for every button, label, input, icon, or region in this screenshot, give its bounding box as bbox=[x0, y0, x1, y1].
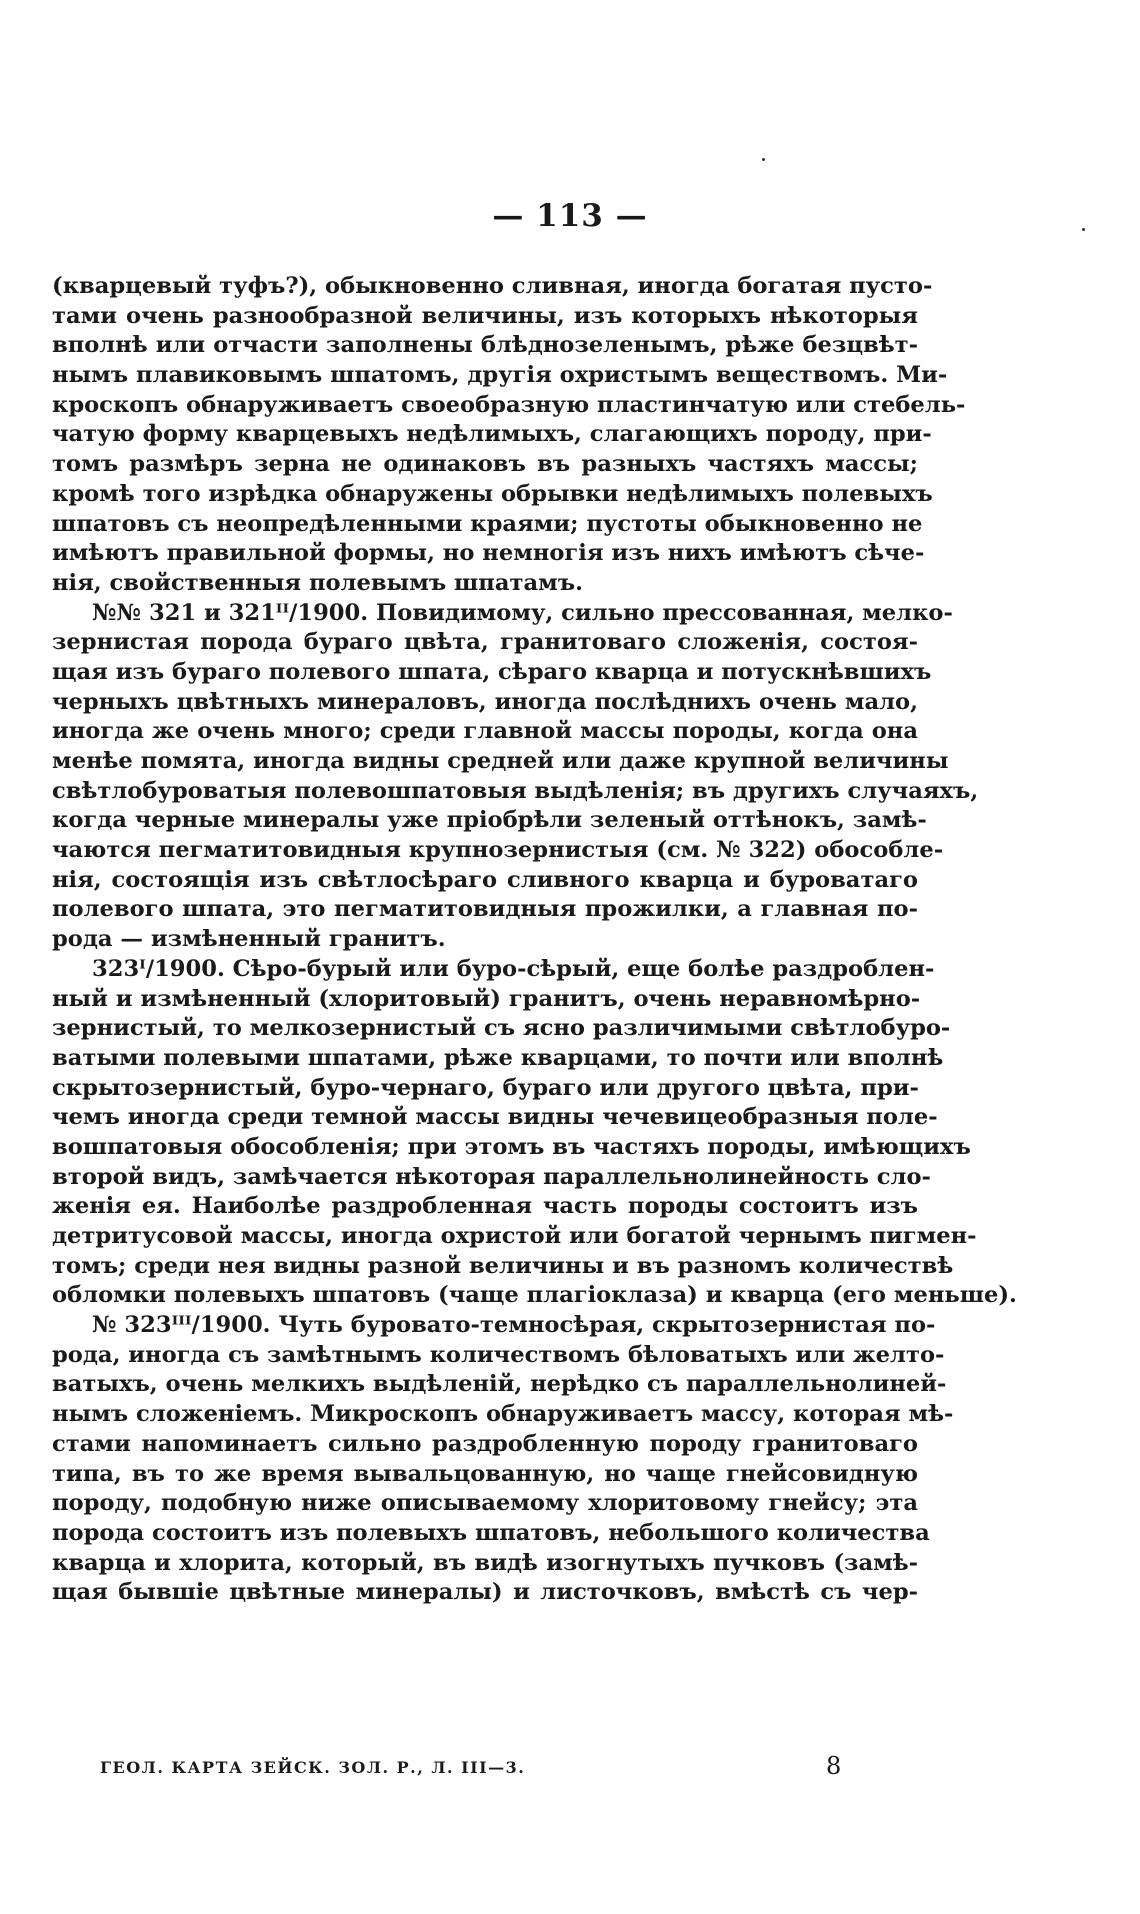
signature-mark: 8 bbox=[826, 1752, 842, 1780]
text-line: № 323ᴵᴵᴵ/1900. Чуть буровато-темносѣрая, скрытозернистая по- bbox=[92, 1312, 936, 1339]
text-line: зернистая порода бураго цвѣта, гранитоваго сложенія, состоя- bbox=[52, 629, 918, 656]
text-line: ватыми полевыми шпатами, рѣже кварцами, то почти или вполнѣ bbox=[52, 1044, 944, 1071]
text-line: чаются пегматитовидныя крупнозернистыя (см. № 322) обособле- bbox=[52, 837, 944, 864]
text-line: женія ея. Наиболѣе раздробленная часть породы состоитъ изъ bbox=[52, 1193, 918, 1220]
text-line: детритусовой массы, иногда охристой или богатой чернымъ пигмен- bbox=[52, 1223, 977, 1249]
text-line: томъ размѣръ зерна не одинаковъ въ разныхъ частяхъ массы; bbox=[52, 451, 918, 478]
text-line: (кварцевый туфъ?), обыкновенно сливная, иногда богатая пусто- bbox=[52, 273, 933, 299]
text-line: полевого шпата, это пегматитовидныя прожилки, а главная по- bbox=[52, 896, 918, 923]
text-line: вполнѣ или отчасти заполнены блѣднозеленымъ, рѣже безцвѣт- bbox=[52, 332, 918, 359]
text-line: вошпатовыя обособленія; при этомъ въ частяхъ породы, имѣющихъ bbox=[52, 1133, 971, 1160]
text-line: ватыхъ, очень мелкихъ выдѣленій, нерѣдко съ параллельнолиней- bbox=[52, 1371, 947, 1398]
text-line: чатую форму кварцевыхъ недѣлимыхъ, слагающихъ породу, при- bbox=[52, 421, 932, 448]
text-line: типа, въ то же время вывальцованную, но чаще гнейсовидную bbox=[52, 1460, 918, 1487]
text-line: нія, состоящія изъ свѣтлосѣраго сливного кварца и буроватаго bbox=[52, 866, 918, 893]
text-line: имѣютъ правильной формы, но немногія изъ нихъ имѣютъ сѣче- bbox=[52, 540, 925, 567]
text-line: 323ᴵ/1900. Сѣро-бурый или буро-сѣрый, еще болѣе раздроблен- bbox=[92, 955, 935, 982]
text-line: иногда же очень много; среди главной массы породы, когда она bbox=[52, 718, 918, 745]
text-line: томъ; среди нея видны разной величины и въ разномъ количествѣ bbox=[52, 1252, 954, 1279]
text-line: второй видъ, замѣчается нѣкоторая параллельнолинейность сло- bbox=[52, 1163, 931, 1190]
text-line: скрытозернистый, буро-чернаго, бураго или другого цвѣта, при- bbox=[52, 1074, 919, 1101]
footer-note: ГЕОЛ. КАРТА ЗЕЙСК. ЗОЛ. Р., Л. III—3. bbox=[100, 1758, 526, 1777]
text-line: щая изъ бураго полевого шпата, сѣраго кварца и потускнѣвшихъ bbox=[52, 658, 932, 685]
text-line: свѣтлобуроватыя полевошпатовыя выдѣленія; въ другихъ случаяхъ, bbox=[52, 777, 979, 804]
text-line: кварца и хлорита, который, въ видѣ изогнутыхъ пучковъ (замѣ- bbox=[52, 1549, 918, 1576]
text-line: щая бывшіе цвѣтные минералы) и листочковъ, вмѣстѣ съ чер- bbox=[52, 1579, 918, 1606]
text-line: породу, подобную ниже описываемому хлоритовому гнейсу; эта bbox=[52, 1490, 918, 1517]
text-line: нымъ сложеніемъ. Микроскопъ обнаруживаетъ массу, которая мѣ- bbox=[52, 1401, 954, 1428]
text-line: нія, свойственныя полевымъ шпатамъ. bbox=[52, 569, 583, 596]
text-line: кромѣ того изрѣдка обнаружены обрывки недѣлимыхъ полевыхъ bbox=[52, 480, 933, 507]
text-line: стами напоминаетъ сильно раздробленную породу гранитоваго bbox=[52, 1430, 918, 1457]
text-line: ный и измѣненный (хлоритовый) гранитъ, очень неравномѣрно- bbox=[52, 985, 921, 1012]
text-line: черныхъ цвѣтныхъ минераловъ, иногда послѣднихъ очень мало, bbox=[52, 688, 918, 715]
text-line: порода состоитъ изъ полевыхъ шпатовъ, небольшого количества bbox=[52, 1519, 930, 1546]
text-line: нымъ плавиковымъ шпатомъ, другія охристымъ веществомъ. Ми- bbox=[52, 362, 948, 389]
text-line: зернистый, то мелкозернистый съ ясно различимыми свѣтлобуро- bbox=[52, 1015, 951, 1042]
text-line: рода, иногда съ замѣтнымъ количествомъ бѣловатыхъ или желто- bbox=[52, 1341, 945, 1368]
speck-mark bbox=[762, 158, 765, 161]
text-line: менѣе помята, иногда видны средней или даже крупной величины bbox=[52, 748, 949, 774]
text-line: тами очень разнообразной величины, изъ которыхъ нѣкоторыя bbox=[52, 302, 918, 329]
text-line: чемъ иногда среди темной массы видны чечевицеобразныя поле- bbox=[52, 1104, 938, 1131]
text-line: обломки полевыхъ шпатовъ (чаще плагіоклаза) и кварца (его меньше). bbox=[52, 1282, 1017, 1309]
text-line: кроскопъ обнаруживаетъ своеобразную пластинчатую или стебель- bbox=[52, 391, 966, 418]
page-number: — 113 — bbox=[492, 198, 648, 234]
speck-mark bbox=[1082, 228, 1085, 231]
text-line: №№ 321 и 321ᴵᴵ/1900. Повидимому, сильно прессованная, мелко- bbox=[92, 599, 953, 626]
text-line: шпатовъ съ неопредѣленными краями; пустоты обыкновенно не bbox=[52, 510, 923, 537]
body-text bbox=[52, 272, 1017, 1608]
text-line: когда черные минералы уже пріобрѣли зеленый оттѣнокъ, замѣ- bbox=[52, 807, 927, 834]
text-line: рода — измѣненный гранитъ. bbox=[52, 926, 446, 953]
